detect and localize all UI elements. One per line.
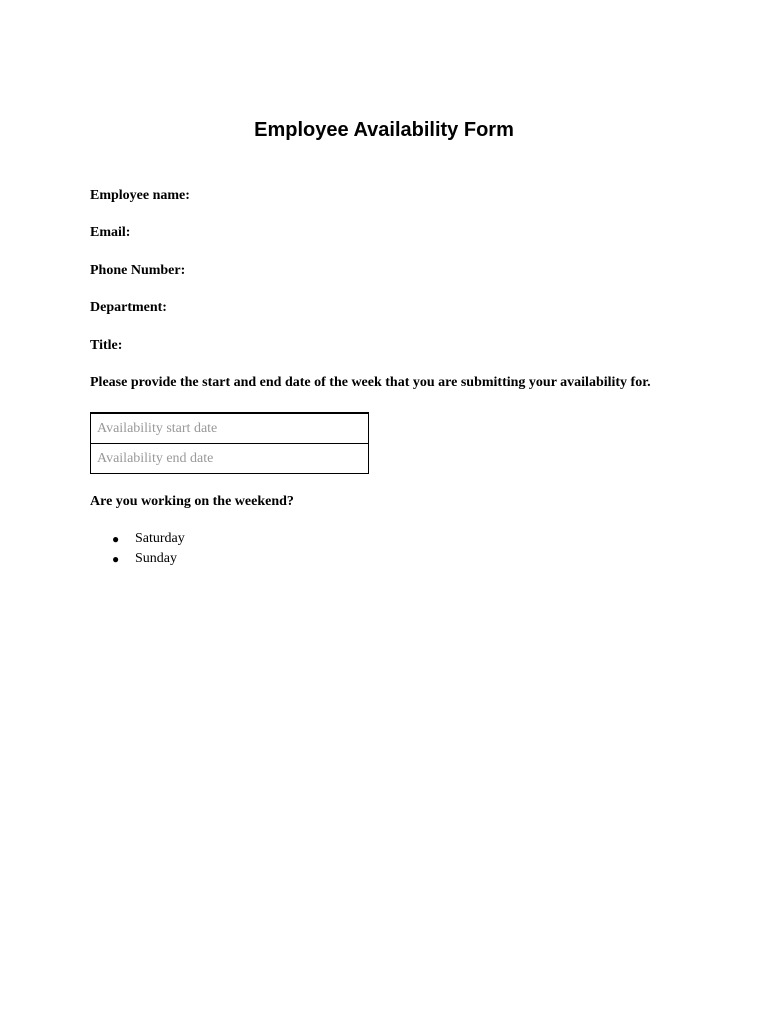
weekend-option-label: Sunday [135, 551, 177, 566]
bullet-icon: ● [112, 532, 120, 546]
weekend-option-label: Saturday [135, 531, 185, 546]
page-title: Employee Availability Form [254, 119, 514, 141]
weekend-question: Are you working on the weekend? [90, 494, 294, 509]
end-date-row [91, 444, 369, 474]
email-label: Email: [90, 225, 131, 240]
bullet-icon: ● [112, 552, 120, 566]
availability-date-table [90, 412, 369, 474]
week-date-prompt: Please provide the start and end date of the week that you are submitting your availability for. [90, 375, 651, 390]
employee-name-label: Employee name: [90, 188, 190, 203]
department-label: Department: [90, 300, 167, 315]
end-date-cell [91, 444, 369, 474]
phone-number-label: Phone Number: [90, 263, 186, 278]
availability-end-date-input[interactable] [91, 444, 368, 473]
start-date-cell [91, 413, 369, 444]
availability-start-date-input[interactable] [91, 414, 368, 443]
start-date-row [91, 413, 369, 444]
title-label: Title: [90, 338, 123, 353]
